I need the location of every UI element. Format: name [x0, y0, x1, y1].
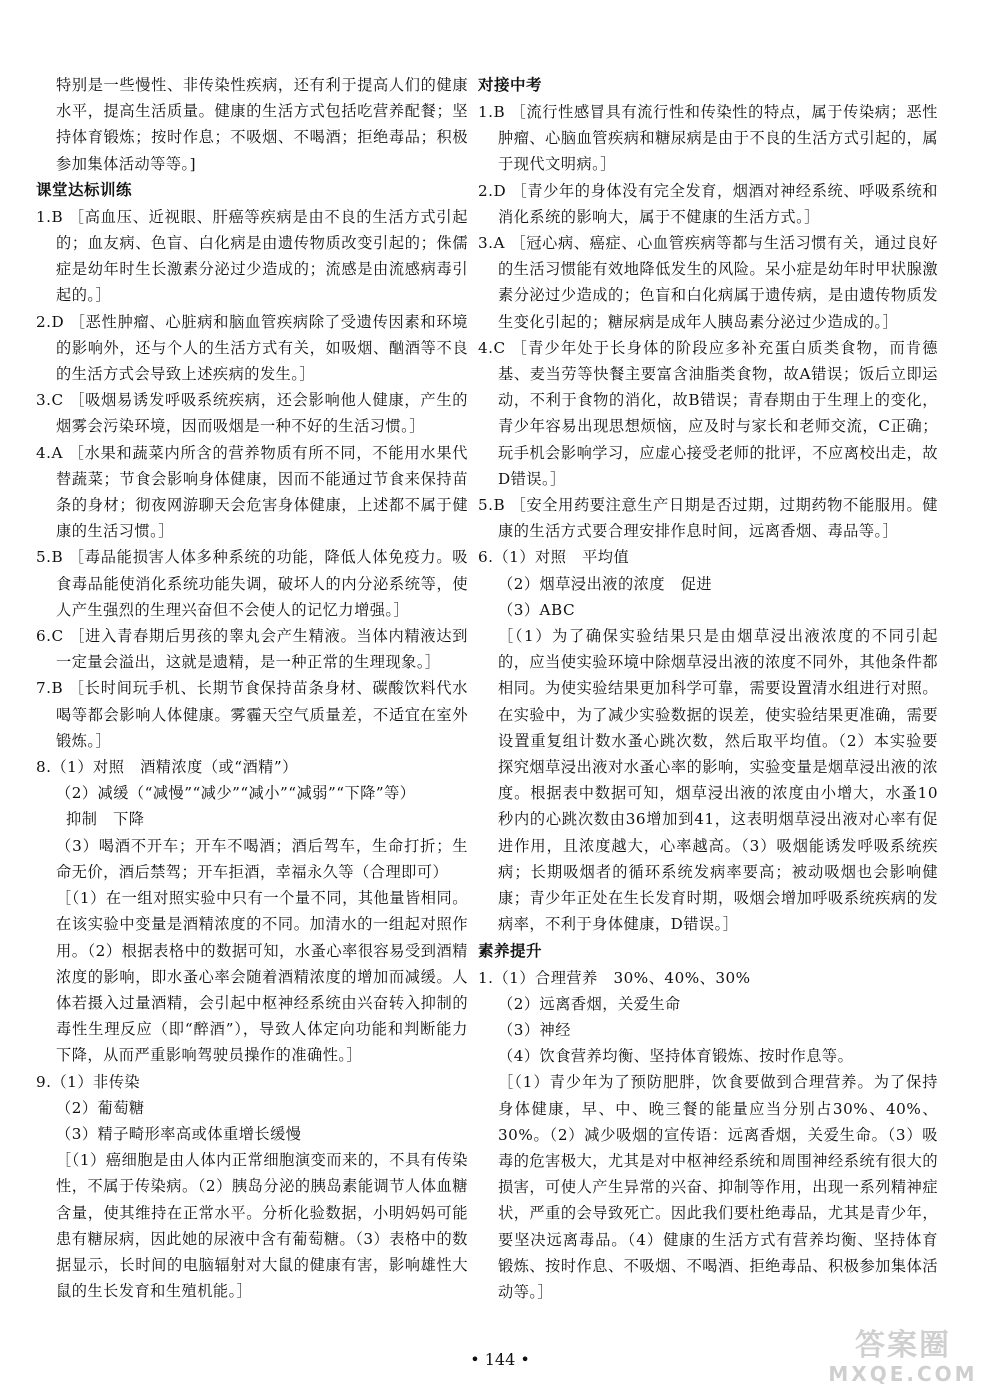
answer-8-part-3: （3）喝酒不开车；开车不喝酒；酒后驾车，生命打折；生命无价，酒后禁驾；开车拒酒，幸福永久等（合理即可） [56, 836, 468, 881]
literacy-answer-1-part-2: （2）远离香烟，关爱生命 [498, 994, 681, 1013]
watermark-logo [828, 1322, 978, 1392]
exam-answer-5: 5.B ［安全用药要注意生产日期是否过期，过期药物不能服用。健康的生活方式要合理安排作息时间，远离香烟、毒品等。］ [478, 496, 938, 541]
answer-2: 2.D ［恶性肿瘤、心脏病和脑血管疾病除了受遗传因素和环境的影响外，还与个人的生活方式有关，如吸烟、酗酒等不良的生活方式会导致上述疾病的发生。］ [36, 312, 468, 384]
answer-1: 1.B ［高血压、近视眼、肝癌等疾病是由不良的生活方式引起的；血友病、色盲、白化病是由遗传物质改变引起的；侏儒症是幼年时生长激素分泌过少造成的；流感是由流感病毒引起的。］ [36, 207, 468, 305]
answer-7: 7.B ［长时间玩手机、长期节食保持苗条身材、碳酸饮料代水喝等都会影响人体健康。雾霾天空气质量差，不适宜在室外锻炼。］ [36, 679, 468, 750]
left-column [36, 72, 468, 1304]
answer-3: 3.C ［吸烟易诱发呼吸系统疾病，还会影响他人健康，产生的烟雾会污染环境，因而吸烟是一种不好的生活习惯。］ [36, 391, 468, 436]
page-number: • 144 • [470, 1350, 530, 1369]
literacy-answer-1-part-1: 1.（1）合理营养 30%、40%、30% [478, 968, 751, 987]
watermark-url: MXQE.COM [828, 1362, 978, 1386]
answer-9-explanation: ［（1）癌细胞是由人体内正常细胞演变而来的，不具有传染性，不属于传染病。（2）胰岛分泌的胰岛素能调节人体血糖含量，使其维持在正常水平。分析化验数据，小明妈妈可能患有糖尿病，因此她的尿液中含有葡萄糖。（3）表格中的数据显示，长时间的电脑辐射对大鼠的健康有害，影响雄性大鼠的生长发育和生殖机能。］ [56, 1151, 468, 1301]
section-heading-classroom: 课堂达标训练 [36, 180, 133, 199]
watermark-text: 答案圈 [855, 1328, 951, 1363]
exam-answer-4: 4.C ［青少年处于长身体的阶段应多补充蛋白质类食物，而肯德基、麦当劳等快餐主要富含油脂类食物，故A错误；饭后立即运动，不利于食物的消化，故B错误；青春期由于生理上的变化，青少年容易出现思想烦恼，应及时与家长和老师交流，C正确；玩手机会影响学习，应虚心接受老师的批评，不应离校出走，故D错误。］ [478, 338, 938, 488]
literacy-answer-1-part-3: （3）神经 [498, 1020, 571, 1039]
exam-answer-3: 3.A ［冠心病、癌症、心血管疾病等都与生活习惯有关，通过良好的生活习惯能有效地降低发生的风险。呆小症是幼年时甲状腺激素分泌过少造成的；色盲和白化病属于遗传病，是由遗传物质发生变化引起的；糖尿病是成年人胰岛素分泌过少造成的。］ [478, 234, 938, 331]
intro-paragraph: 特别是一些慢性、非传染性疾病，还有利于提高人们的健康水平，提高生活质量。健康的生活方式包括吃营养配餐；坚持体育锻炼；按时作息；不吸烟、不喝酒；拒绝毒品；积极参加集体活动等等。] [56, 76, 468, 173]
literacy-answer-1-explanation: ［（1）青少年为了预防肥胖，饮食要做到合理营养。为了保持身体健康，早、中、晚三餐的能量应当分别占30%、40%、30%。（2）减少吸烟的宣传语：远离香烟，关爱生命。（3）吸毒的危害极大，尤其是对中枢神经系统和周围神经系统有很大的损害，可使人产生异常的兴奋、抑制等作用，出现一系列精神症状，严重的会导致死亡。因此我们要杜绝毒品，尤其是青少年，要坚决远离毒品。（4）健康的生活方式有营养均衡、坚持体育锻炼、按时作息、不吸烟、不喝酒、拒绝毒品、积极参加集体活动等。］ [498, 1073, 938, 1301]
answer-8-part-2-cont: 抑制 下降 [66, 810, 145, 829]
answer-9-part-3: （3）精子畸形率高或体重增长缓慢 [56, 1124, 302, 1143]
section-heading-exam: 对接中考 [478, 76, 543, 94]
answer-9-part-1: 9.（1）非传染 [36, 1072, 141, 1091]
exam-answer-6-part-1: 6.（1）对照 平均值 [478, 548, 630, 567]
answer-5: 5.B ［毒品能损害人体多种系统的功能，降低人体免疫力。吸食毒品能使消化系统功能失调，破坏人的内分泌系统等，使人产生强烈的生理兴奋但不会使人的记忆力增强。］ [36, 548, 468, 619]
exam-answer-2: 2.D ［青少年的身体没有完全发育，烟酒对神经系统、呼吸系统和消化系统的影响大，属于不健康的生活方式。］ [478, 181, 938, 226]
answer-6: 6.C ［进入青春期后男孩的睾丸会产生精液。当体内精液达到一定量会溢出，这就是遗精，是一种正常的生理现象。］ [36, 627, 468, 672]
literacy-answer-1-part-4: （4）饮食营养均衡、坚持体育锻炼、按时作息等。 [498, 1047, 854, 1066]
exam-answer-6-explanation: ［（1）为了确保实验结果只是由烟草浸出液浓度的不同引起的，应当使实验环境中除烟草浸出液的浓度不同外，其他条件都相同。为使实验结果更加科学可靠，需要设置清水组进行对照。在实验中，为了减少实验数据的误差，使实验结果更准确，需要设置重复组计数水蚤心跳次数，然后取平均值。（2）本实验要探究烟草浸出液对水蚤心率的影响，实验变量是烟草浸出液的浓度。根据表中数据可知，烟草浸出液的浓度由小增大，水蚤10秒内的心跳次数由36增加到41，这表明烟草浸出液对心率有促进作用，且浓度越大，心率越高。（3）吸烟能诱发呼吸系统疾病；长期吸烟者的循环系统发病率要高；被动吸烟也会影响健康；青少年正处在生长发育时期，吸烟会增加呼吸系统疾病的发病率，不利于身体健康，D错误。］ [498, 627, 938, 934]
exam-answer-1: 1.B ［流行性感冒具有流行性和传染性的特点，属于传染病；恶性肿瘤、心脑血管疾病和糖尿病是由于不良的生活方式引起的，属于现代文明病。］ [478, 103, 938, 174]
answer-8-part-2: （2）减缓（“减慢”“减少”“减小”“减弱”“下降”等） [56, 784, 416, 803]
answer-9-part-2: （2）葡萄糖 [56, 1098, 145, 1117]
section-heading-literacy: 素养提升 [478, 941, 543, 960]
answer-8-part-1: 8.（1）对照 酒精浓度（或“酒精”） [36, 758, 298, 777]
answer-4: 4.A ［水果和蔬菜内所含的营养物质有所不同，不能用水果代替蔬菜；节食会影响身体健康，因而不能通过节食来保持苗条的身材；彻夜网游聊天会危害身体健康，上述都不属于健康的生活习惯。］ [36, 443, 468, 541]
answer-8-explanation: ［（1）在一组对照实验中只有一个量不同，其他量皆相同。在该实验中变量是酒精浓度的不同。加清水的一组起对照作用。（2）根据表格中的数据可知，水蚤心率很容易受到酒精浓度的影响，即水蚤心率会随着酒精浓度的增加而减缓。人体若摄入过量酒精，会引起中枢神经系统由兴奋转入抑制的毒性生理反应（即“醉酒”），导致人体定向功能和判断能力下降，从而严重影响驾驶员操作的准确性。］ [56, 889, 468, 1065]
exam-answer-6-part-2: （2）烟草浸出液的浓度 促进 [498, 574, 713, 593]
exam-answer-6-part-3: （3）ABC [498, 600, 576, 619]
right-column [478, 72, 938, 1305]
